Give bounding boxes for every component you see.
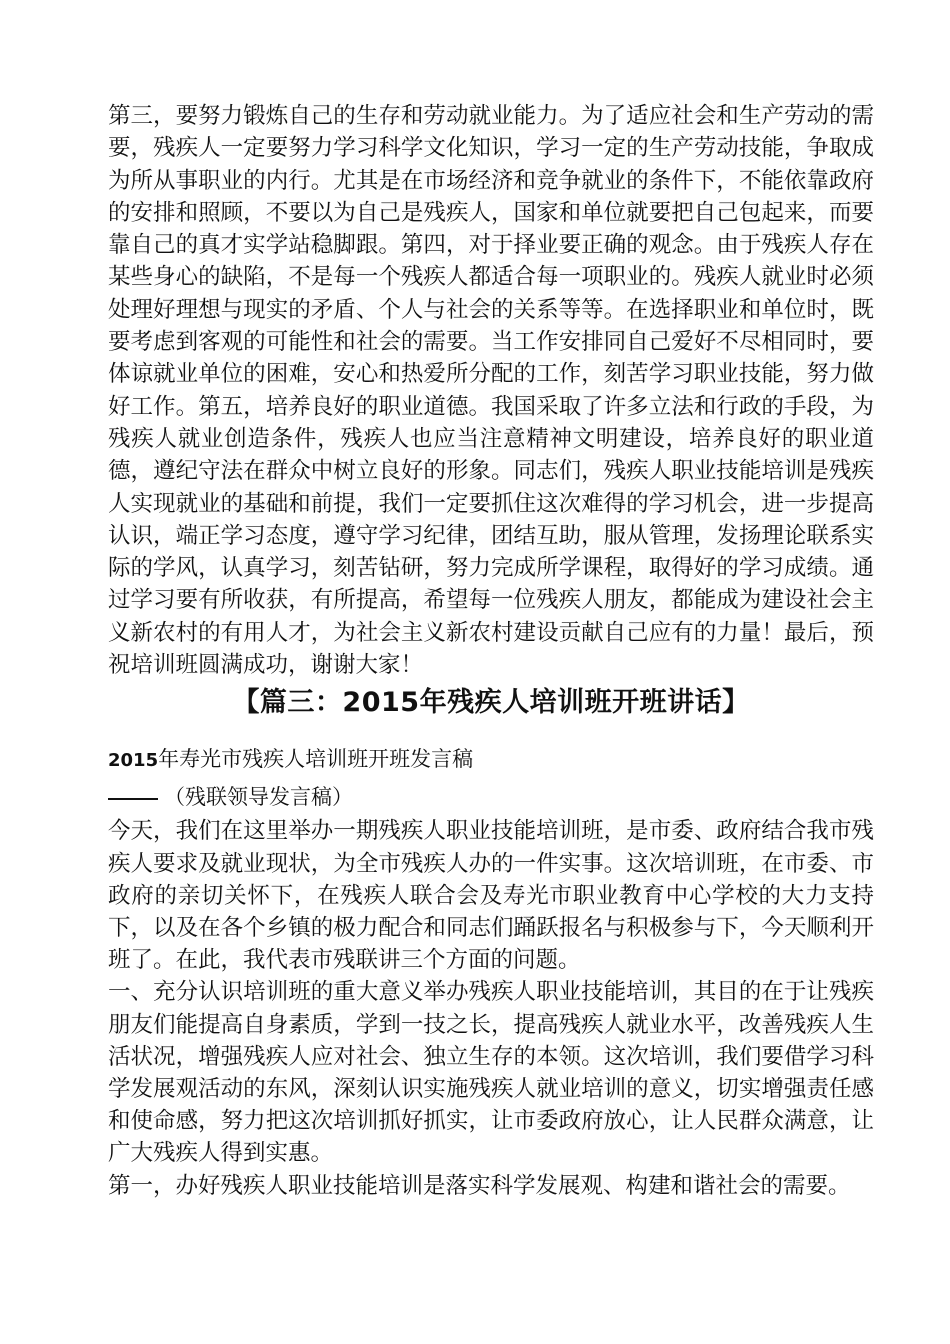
speech-title-text: 年寿光市残疾人培训班开班发言稿	[158, 747, 474, 772]
em-dash-rule	[108, 798, 158, 800]
speech-subtitle	[108, 779, 874, 815]
speech-title-year: 2015	[108, 750, 159, 772]
body-paragraph: 今天，我们在这里举办一期残疾人职业技能培训班，是市委、政府结合我市残疾人要求及就业现状，为全市残疾人办的一件实事。这次培训班，在市委、市政府的亲切关怀下，在残疾人联合会及寿光市职业教育中心学校的大力支持下，以及在各个乡镇的极力配合和同志们踊跃报名与积极参与下，今天顺利开班了。在此，我代表市残联讲三个方面的问题。	[108, 818, 874, 974]
document-page	[108, 100, 874, 1202]
section-heading: 【篇三：2015年残疾人培训班开班讲话】	[232, 687, 750, 719]
speech-subtitle-text: （残联领导发言稿）	[164, 785, 353, 810]
body-paragraph: 第一，办好残疾人职业技能培训是落实科学发展观、构建和谐社会的需要。	[108, 1172, 851, 1199]
body-paragraph: 一、充分认识培训班的重大意义举办残疾人职业技能培训，其目的在于让残疾朋友们能提高自身素质，学到一技之长，提高残疾人就业水平，改善残疾人生活状况，增强残疾人应对社会、独立生存的本领。这次培训，我们要借学习科学发展观活动的东风，深刻认识实施残疾人就业培训的意义，切实增强责任感和使命感，努力把这次培训抓好抓实，让市委政府放心，让人民群众满意，让广大残疾人得到实惠。	[108, 979, 874, 1167]
body-paragraph-continuation: 第三，要努力锻炼自己的生存和劳动就业能力。为了适应社会和生产劳动的需要，残疾人一定要努力学习科学文化知识，学习一定的生产劳动技能，争取成为所从事职业的内行。尤其是在市场经济和竞争就业的条件下，不能依靠政府的安排和照顾，不要以为自己是残疾人，国家和单位就要把自己包起来，而要靠自己的真才实学站稳脚跟。第四，对于择业要正确的观念。由于残疾人存在某些身心的缺陷，不是每一个残疾人都适合每一项职业的。残疾人就业时必须处理好理想与现实的矛盾、个人与社会的关系等等。在选择职业和单位时，既要考虑到客观的可能性和社会的需要。当工作安排同自己爱好不尽相同时，要体谅就业单位的困难，安心和热爱所分配的工作，刻苦学习职业技能，努力做好工作。第五，培养良好的职业道德。我国采取了许多立法和行政的手段，为残疾人就业创造条件，残疾人也应当注意精神文明建设，培养良好的职业道德，遵纪守法在群众中树立良好的形象。同志们，残疾人职业技能培训是残疾人实现就业的基础和前提，我们一定要抓住这次难得的学习机会，进一步提高认识，端正学习态度，遵守学习纪律，团结互助，服从管理，发扬理论联系实际的学风，认真学习，刻苦钻研，努力完成所学课程，取得好的学习成绩。通过学习要有所收获，有所提高，希望每一位残疾人朋友，都能成为建设社会主义新农村的有用人才，为社会主义新农村建设贡献自己应有的力量！最后，预祝培训班圆满成功，谢谢大家！	[108, 103, 874, 679]
speech-body	[108, 815, 874, 1201]
speech-title	[108, 741, 874, 779]
